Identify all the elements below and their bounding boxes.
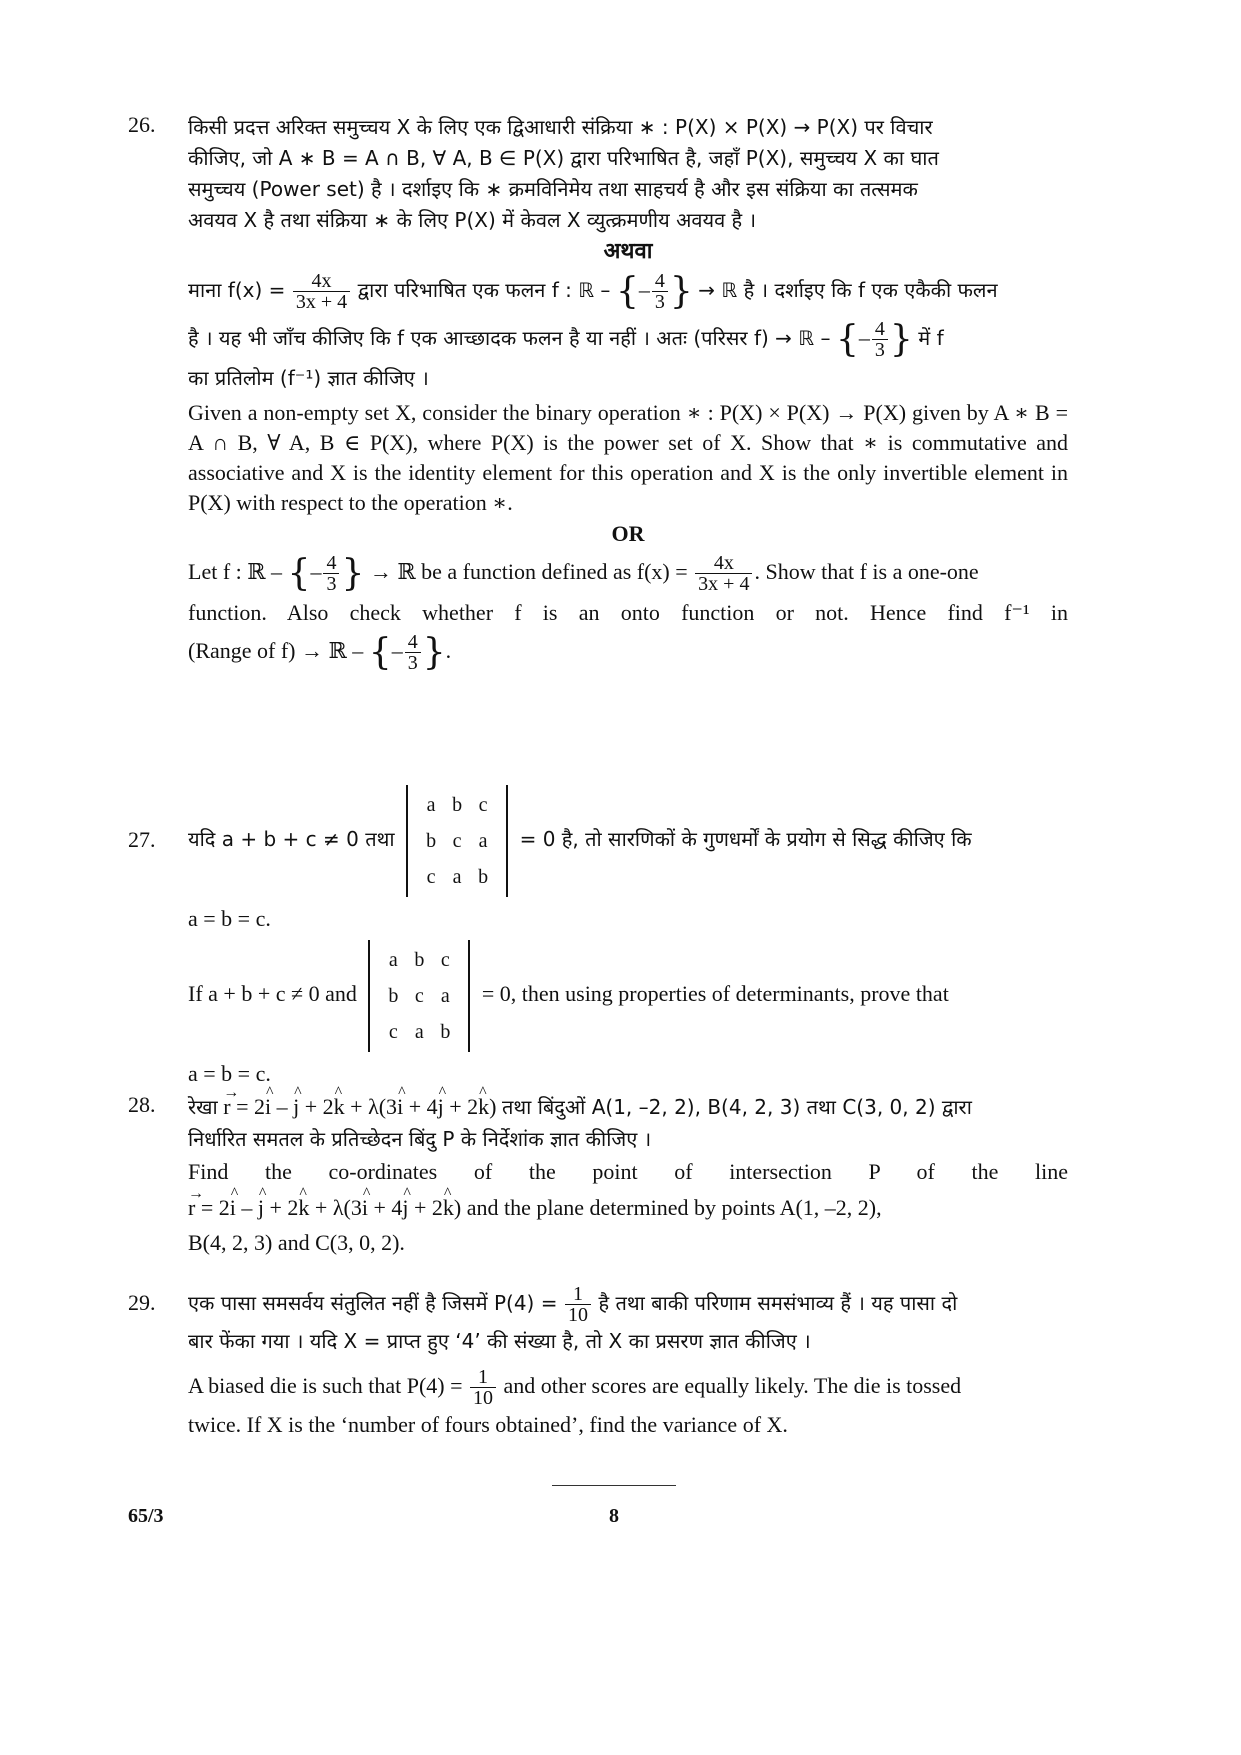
english-text: B(4, 2, 3) and C(3, 0, 2).	[188, 1230, 405, 1255]
fraction: $\frac{4}{3}$	[872, 319, 888, 360]
hindi-function-line: माना f(x) = $\frac{4x}{3x + 4}$ द्वारा परिभाषित एक फलन f : ℝ – {– $\frac{4}{3}$ } → ℝ है । दर्शाइए कि f एक एकैकी फलन	[188, 270, 998, 314]
fraction: $\frac{4}{3}$	[323, 553, 339, 594]
english-probability-line: A biased die is such that P(4) = $\frac{1}{10}$ and other scores are equally likely. The die is tossed	[188, 1366, 962, 1410]
question-number: 28.	[128, 1092, 156, 1117]
paper-code: 65/3	[128, 1505, 164, 1527]
hindi-determinant-line: यदि a + b + c ≠ 0 तथा a b c b c a c a b = 0 है, तो सारणिकों के गुणधर्मों के प्रयोग से सिद्ध कीजिए कि	[188, 785, 1068, 897]
question-number: 29.	[128, 1290, 156, 1315]
fraction: $\frac{1}{10}$	[565, 1284, 591, 1325]
or-separator-hindi: अथवा	[603, 239, 653, 264]
hindi-text: कीजिए, जो A ∗ B = A ∩ B, ∀ A, B ∈ P(X) द्वारा परिभाषित है, जहाँ P(X), समुच्चय X का घात	[188, 146, 939, 170]
question-number: 26.	[128, 112, 156, 137]
determinant: a b c b c a c a b	[368, 940, 470, 1052]
english-text: twice. If X is the ‘number of fours obtained’, find the variance of X.	[188, 1412, 788, 1437]
english-line-equation: → r = 2^ i – ^ j + 2^ k + λ(3^ i + 4^ j + 2^ k) and the plane determined by points A(1, –2, 2),	[188, 1189, 1068, 1227]
page-end-rule	[552, 1485, 676, 1486]
hindi-probability-line: एक पासा समसर्वय संतुलित नहीं है जिसमें P(4) = $\frac{1}{10}$ है तथा बाकी परिणाम समसंभाव्य हैं । यह पासा दो	[188, 1283, 958, 1327]
or-separator: OR	[611, 520, 645, 546]
page-number: 8	[609, 1505, 619, 1527]
english-function-line: (Range of f) → ℝ – {– $\frac{4}{3}$ }.	[188, 631, 452, 675]
determinant: a b c b c a c a b	[406, 785, 508, 897]
hindi-text: निर्धारित समतल के प्रतिच्छेदन बिंदु P के निर्देशांक ज्ञात कीजिए ।	[188, 1127, 652, 1151]
english-text: Find the co-ordinates of the point of intersection P of the line	[188, 1159, 1068, 1184]
conclusion: a = b = c.	[188, 1061, 271, 1086]
hindi-function-line: है । यह भी जाँच कीजिए कि f एक आच्छादक फलन है या नहीं । अतः (परिसर f) → ℝ – {– $\frac{4}{3}$ } में f	[188, 318, 944, 362]
conclusion: a = b = c.	[188, 906, 271, 931]
hindi-text: समुच्चय (Power set) है । दर्शाइए कि ∗ क्रमविनिमेय तथा साहचर्य है और इस संक्रिया का तत्समक	[188, 177, 918, 201]
hindi-text: अवयव X है तथा संक्रिया ∗ के लिए P(X) में केवल X व्युत्क्रमणीय अवयव है ।	[188, 208, 757, 232]
english-function-line: Let f : ℝ – {– $\frac{4}{3}$ } → ℝ be a function defined as f(x) = $\frac{4x}{3x + 4}$ . Show that f is a one-one	[188, 552, 979, 596]
hindi-line-equation: रेखा → r = 2^ i – ^ j + 2^ k + λ(3^ i + 4^ j + 2^ k) तथा बिंदुओं A(1, –2, 2), B(4, 2, 3) तथा C(3, 0, 2) द्वारा	[188, 1090, 1068, 1124]
fraction: $\frac{4x}{3x + 4}$	[695, 553, 752, 594]
hindi-text: बार फेंका गया । यदि X = प्राप्त हुए ‘4’ की संख्या है, तो X का प्रसरण ज्ञात कीजिए ।	[188, 1329, 811, 1353]
english-determinant-line: If a + b + c ≠ 0 and a b c b c a c a b = 0, then using properties of determinants, prove that	[188, 940, 1068, 1052]
hindi-text: किसी प्रदत्त अरिक्त समुच्चय X के लिए एक द्विआधारी संक्रिया ∗ : P(X) × P(X) → P(X) पर विचार	[188, 115, 933, 139]
fraction: $\frac{4}{3}$	[405, 632, 421, 673]
fraction: $\frac{4}{3}$	[652, 271, 668, 312]
question-number: 27.	[128, 827, 156, 852]
fraction: $\frac{4x}{3x + 4}$	[293, 271, 350, 312]
fraction: $\frac{1}{10}$	[470, 1367, 496, 1408]
hindi-text: का प्रतिलोम (f⁻¹) ज्ञात कीजिए ।	[188, 365, 429, 390]
english-text: function. Also check whether f is an onto function or not. Hence find f⁻¹ in	[188, 599, 1068, 625]
english-text: Given a non-empty set X, consider the binary operation ∗ : P(X) × P(X) → P(X) given by A ∗ B = A ∩ B, ∀ A, B ∈ P(X), where P(X) is the power set of X. Show that ∗ is commutative and associative and X is the identity element for this operation and X is the only invertible element in P(X) with respect to the operation ∗.	[188, 399, 1068, 515]
